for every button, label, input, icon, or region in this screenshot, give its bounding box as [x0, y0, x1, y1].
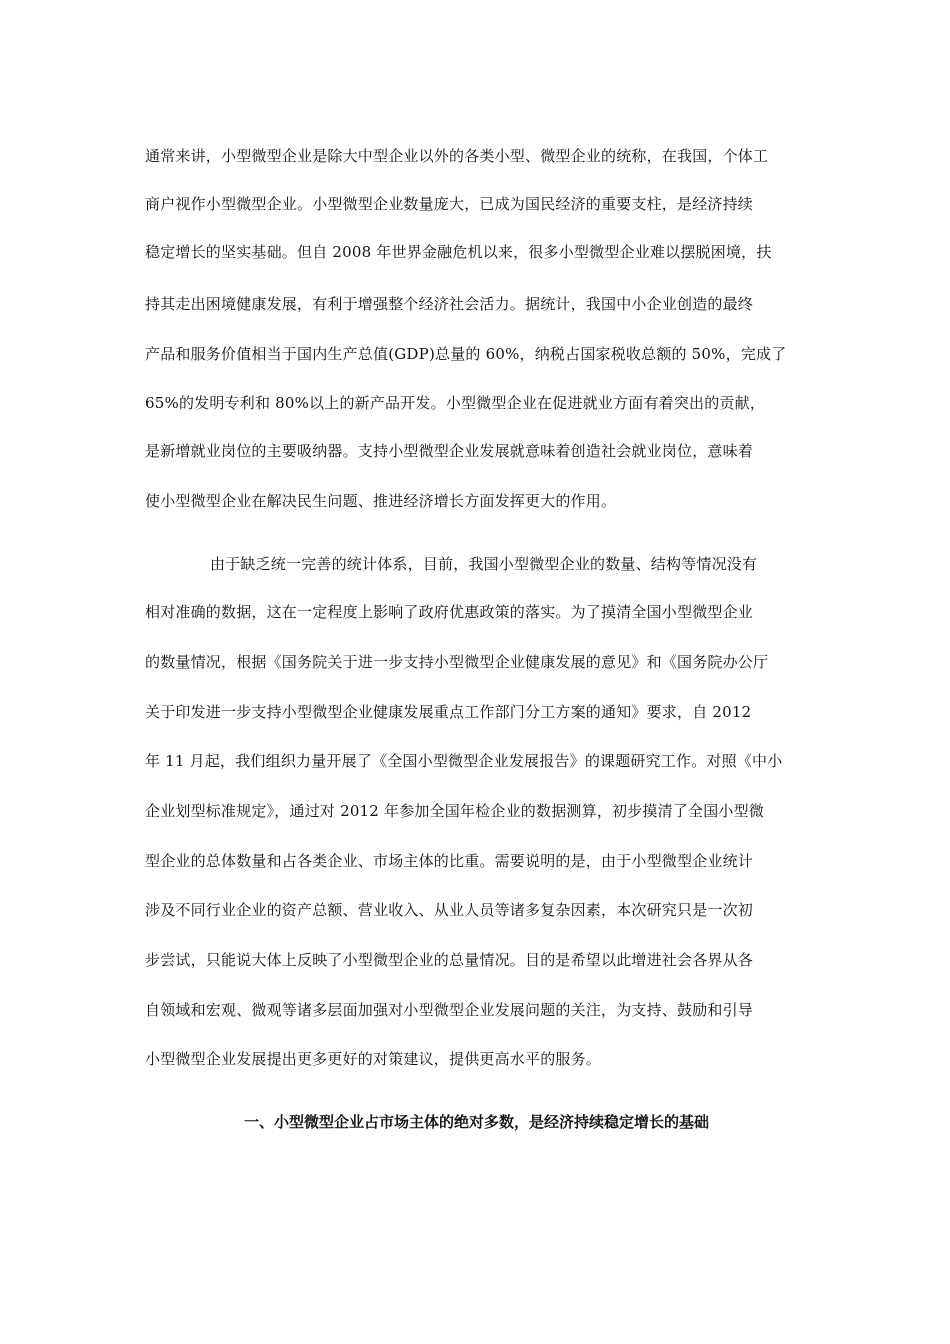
paragraph2-line: 相对准确的数据，这在一定程度上影响了政府优惠政策的落实。为了摸清全国小型微型企业 [145, 603, 754, 621]
paragraph1-line: 通常来讲，小型微型企业是除大中型企业以外的各类小型、微型企业的统称，在我国，个体工 [145, 147, 769, 165]
paragraph2-line: 由于缺乏统一完善的统计体系，目前，我国小型微型企业的数量、结构等情况没有 [210, 555, 758, 573]
paragraph2-line: 步尝试，只能说大体上反映了小型微型企业的总量情况。目的是希望以此增进社会各界从各 [145, 951, 754, 969]
paragraph1-line: 商户视作小型微型企业。小型微型企业数量庞大，已成为国民经济的重要支柱，是经济持续 [145, 195, 754, 213]
paragraph1-line: 是新增就业岗位的主要吸纳器。支持小型微型企业发展就意味着创造社会就业岗位，意味着 [145, 442, 754, 460]
paragraph1-line: 持其走出困境健康发展，有利于增强整个经济社会活力。据统计，我国中小企业创造的最终 [145, 295, 754, 313]
section-heading: 一、小型微型企业占市场主体的绝对多数，是经济持续稳定增长的基础 [243, 1113, 709, 1131]
paragraph2-line: 年 11 月起，我们组织力量开展了《全国小型微型企业发展报告》的课题研究工作。对照《中小 [145, 752, 783, 770]
paragraph2-line: 自领域和宏观、微观等诸多层面加强对小型微型企业发展问题的关注，为支持、鼓励和引导 [145, 1001, 754, 1019]
paragraph2-line: 的数量情况，根据《国务院关于进一步支持小型微型企业健康发展的意见》和《国务院办公厅 [145, 653, 769, 671]
paragraph1-line: 产品和服务价值相当于国内生产总值(GDP)总量的 60%，纳税占国家税收总额的 50%，完成了 [145, 345, 787, 363]
paragraph1-line: 稳定增长的坚实基础。但自 2008 年世界金融危机以来，很多小型微型企业难以摆脱困境，扶 [145, 243, 772, 261]
paragraph2-line: 企业划型标准规定》，通过对 2012 年参加全国年检企业的数据测算，初步摸清了全国小型微 [145, 802, 765, 820]
paragraph2-line: 涉及不同行业企业的资产总额、营业收入、从业人员等诸多复杂因素，本次研究只是一次初 [145, 901, 754, 919]
paragraph2-line: 型企业的总体数量和占各类企业、市场主体的比重。需要说明的是，由于小型微型企业统计 [145, 852, 754, 870]
paragraph2-line: 关于印发进一步支持小型微型企业健康发展重点工作部门分工方案的通知》要求，自 2012 [145, 703, 752, 721]
paragraph1-line: 使小型微型企业在解决民生问题、推进经济增长方面发挥更大的作用。 [145, 492, 617, 510]
paragraph2-line: 小型微型企业发展提出更多更好的对策建议，提供更高水平的服务。 [145, 1050, 602, 1068]
paragraph1-line: 65%的发明专利和 80%以上的新产品开发。小型微型企业在促进就业方面有着突出的贡献， [145, 394, 766, 412]
